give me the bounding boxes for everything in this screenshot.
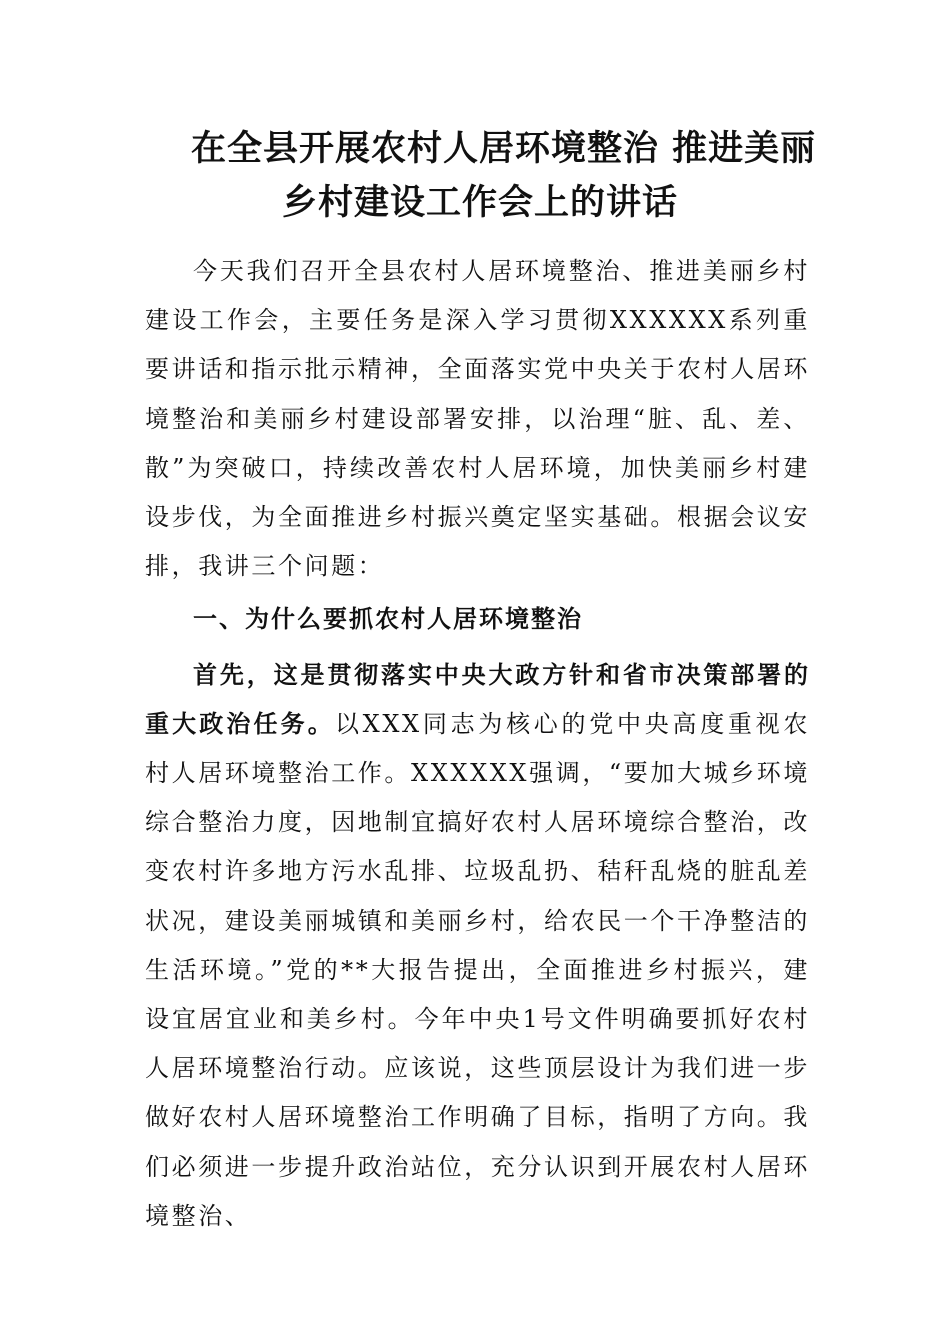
title-line-2: 乡村建设工作会上的讲话	[282, 183, 679, 223]
title-line-1: 在全县开展农村人居环境整治 推进美丽	[191, 129, 817, 169]
section-heading: 一、为什么要抓农村人居环境整治	[193, 605, 583, 634]
document-body	[145, 247, 810, 1241]
body-paragraph	[145, 651, 810, 1241]
paragraph-lead: 首先，这是贯彻落实中央大政方针和省市决策部署的重大政治任务。	[145, 660, 810, 738]
document-title	[145, 122, 845, 230]
paragraph-text: 以XXX同志为核心的党中央高度重视农村人居环境整治工作。XXXXXX强调，“要加大城乡环境综合整治力度，因地制宜搞好农村人居环境综合整治，改变农村许多地方污水乱排、垃圾乱扔、秸秆乱烧的脏乱差状况，建设美丽城镇和美丽乡村，给农民一个干净整洁的生活环境。”党的**大报告提出，全面推进乡村振兴，建设宜居宜业和美乡村。今年中央1号文件明确要抓好农村人居环境整治行动。应该说，这些顶层设计为我们进一步做好农村人居环境整治工作明确了目标，指明了方向。我们必须进一步提升政治站位，充分认识到开展农村人居环境整治、	[145, 709, 810, 1230]
intro-paragraph: 今天我们召开全县农村人居环境整治、推进美丽乡村建设工作会，主要任务是深入学习贯彻XXXXXX系列重要讲话和指示批示精神，全面落实党中央关于农村人居环境整治和美丽乡村建设部署安排，以治理“脏、乱、差、散”为突破口，持续改善农村人居环境，加快美丽乡村建设步伐，为全面推进乡村振兴奠定坚实基础。根据会议安排，我讲三个问题：	[145, 257, 810, 581]
